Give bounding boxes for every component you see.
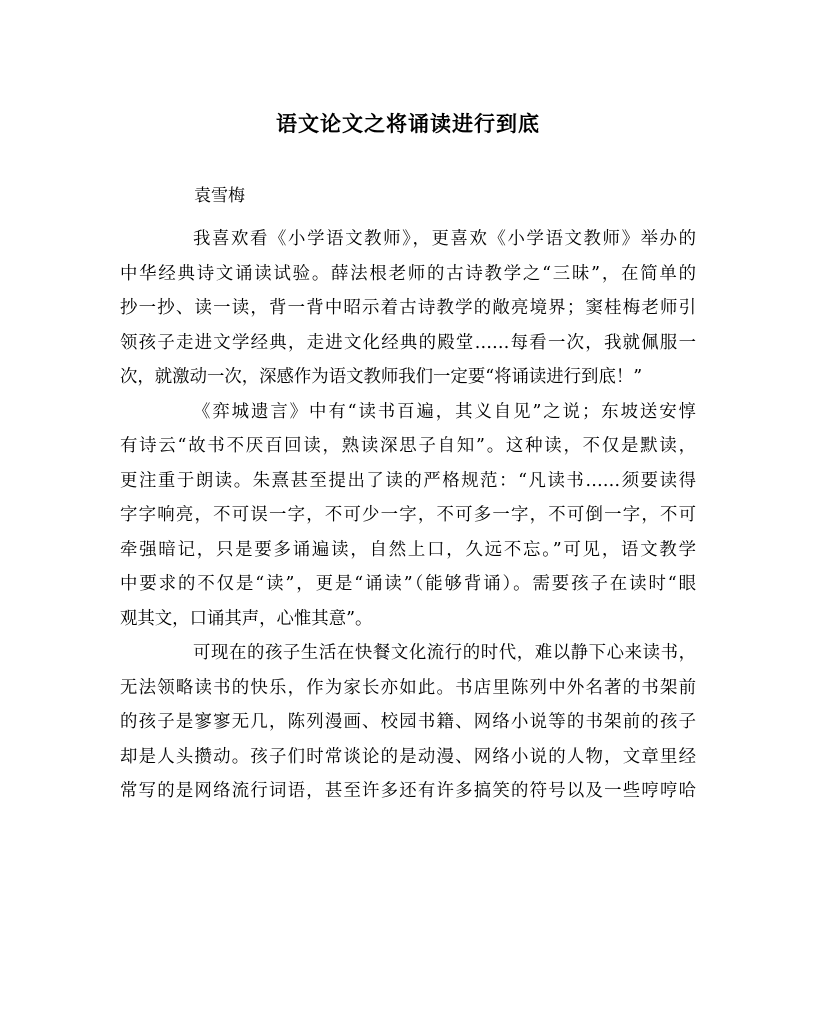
text-line: 《弈城遗言》中有“读书百遍，其义自见”之说；东坡送安惇: [193, 401, 696, 422]
text-line: 的孩子是寥寥无几，陈列漫画、校园书籍、网络小说等的书架前的孩子: [120, 712, 696, 732]
text-line: 无法领略读书的快乐，作为家长亦如此。书店里陈列中外名著的书架前: [120, 677, 696, 698]
text-line: 中华经典诗文诵读试验。薛法根老师的古诗教学之“三昧”，在简单的: [120, 263, 696, 284]
text-line: 观其文，口诵其声，心惟其意”。: [120, 608, 373, 629]
document-title: 语文论文之将诵读进行到底: [276, 111, 540, 136]
text-line: 却是人头攒动。孩子们时常谈论的是动漫、网络小说的人物，文章里经: [120, 746, 696, 767]
text-line: 次，就激动一次，深感作为语文教师我们一定要“将诵读进行到底！”: [120, 367, 643, 387]
author-name: 袁雪梅: [194, 186, 245, 206]
text-line: 我喜欢看《小学语文教师》，更喜欢《小学语文教师》举办的: [193, 229, 696, 249]
body-text: [120, 222, 696, 809]
text-line: 领孩子走进文学经典，走进文化经典的殿堂……每看一次，我就佩服一: [120, 332, 696, 353]
text-line: 中要求的不仅是“读”，更是“诵读”（能够背诵）。需要孩子在读时“眼: [120, 574, 696, 594]
text-line: 有诗云“故书不厌百回读，熟读深思子自知”。这种读，不仅是默读，: [120, 436, 696, 456]
text-line: 更注重于朗读。朱熹甚至提出了读的严格规范：“凡读书……须要读得: [120, 470, 696, 491]
text-line: 牵强暗记，只是要多诵遍读，自然上口，久远不忘。”可见，语文教学: [120, 539, 696, 560]
text-line: 常写的是网络流行词语，甚至许多还有许多搞笑的符号以及一些哼哼哈: [120, 781, 696, 801]
text-line: 可现在的孩子生活在快餐文化流行的时代，难以静下心来读书，: [193, 643, 696, 663]
text-line: 抄一抄、读一读，背一背中昭示着古诗教学的敞亮境界；窦桂梅老师引: [120, 298, 696, 318]
text-line: 字字响亮，不可误一字，不可少一字，不可多一字，不可倒一字，不可: [120, 505, 696, 525]
